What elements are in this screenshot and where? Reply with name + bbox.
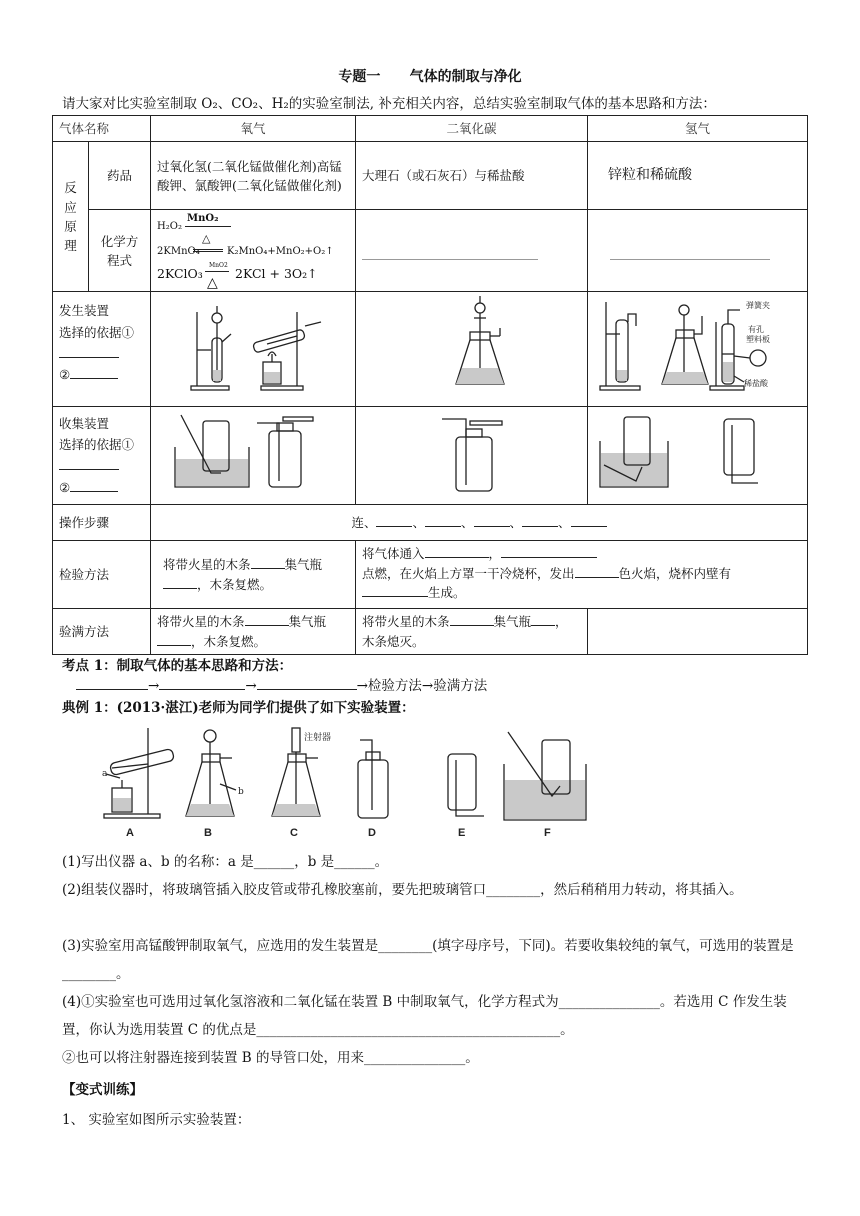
- generator-o2-image: [151, 292, 356, 406]
- eq1-left: H₂O₂: [157, 220, 182, 232]
- collector-o2-image: [151, 406, 356, 504]
- generator-h2-image: [588, 292, 808, 406]
- h2-plate-label-2: 塑料板: [746, 335, 771, 345]
- drugs-h2: 锌粒和稀硫酸: [588, 142, 808, 210]
- intro-text: 请大家对比实验室制取 O₂、CO₂、H₂的实验室制法, 补充相关内容，总结实验室制取气体的基本思路和方法：: [62, 96, 716, 112]
- equation-label: 化学方程式: [89, 210, 151, 292]
- full-o2: 将带火星的木条 集气瓶 ，木条复燃。: [151, 609, 356, 655]
- header-co2: 二氧化碳: [356, 116, 588, 142]
- label-A: A: [126, 827, 134, 839]
- header-gas-name: 气体名称: [53, 116, 151, 142]
- reaction-label-chars: 反 应 原 理: [64, 180, 77, 254]
- bianshi-question-1: 1、 实验室如图所示实验装置：: [62, 1112, 251, 1128]
- test-label: 检验方法: [53, 541, 151, 609]
- drugs-o2: 过氧化氢(二氧化锰做催化剂)高锰酸钾、氯酸钾(二氧化锰做催化剂): [151, 142, 356, 210]
- test-co2-h2: 将气体通入 ， 点燃，在火焰上方罩一干冷烧杯，发出 色火焰，烧杯内壁有 生成。: [356, 541, 808, 609]
- h2-spring-label: 弹簧夹: [746, 301, 771, 311]
- label-F: F: [544, 827, 551, 839]
- eq3-line: [205, 271, 229, 272]
- question-2: (2)组装仪器时，将玻璃管插入胶皮管或带孔橡胶塞前，要先把玻璃管口________，然后稍稍用力转动，将其插入。: [62, 882, 743, 898]
- bianshi-title: 【变式训练】: [62, 1082, 143, 1098]
- equations-co2: [356, 210, 588, 292]
- equations-o2: [151, 210, 356, 292]
- example-title: 典例 1：(2013·湛江)老师为同学们提供了如下实验装置：: [62, 700, 415, 716]
- question-3: (3)实验室用高锰酸钾制取氧气，应选用的发生装置是________(填字母序号，下同)。若要收集较纯的氧气，可选用的装置是________。: [62, 938, 794, 983]
- eq3-heat: △: [207, 274, 218, 291]
- eq3-catalyst: MnO2: [209, 261, 228, 269]
- full-co2: 将带火星的木条 集气瓶 ， 木条熄灭。: [356, 609, 588, 655]
- eq1-catalyst: MnO₂: [187, 212, 219, 224]
- question-5: ②也可以将注射器连接到装置 B 的导管口处，用来_______________。: [62, 1050, 479, 1066]
- label-B: B: [204, 827, 212, 839]
- generator-co2-image: [356, 292, 588, 406]
- syringe-label: 注射器: [304, 733, 332, 743]
- apparatus-figure: [96, 724, 596, 840]
- collector-co2-image: [356, 406, 588, 504]
- header-h2: 氢气: [588, 116, 808, 142]
- eq2-right: K₂MnO₄+MnO₂+O₂↑: [227, 245, 334, 257]
- drugs-co2: 大理石（或石灰石）与稀盐酸: [356, 142, 588, 210]
- test-o2: 将带火星的木条 集气瓶 ，木条复燃。: [151, 541, 356, 609]
- eq2-line: [193, 249, 223, 252]
- header-o2: 氧气: [151, 116, 356, 142]
- eq3-right: 2KCl + 3O₂↑: [235, 265, 318, 281]
- label-D: D: [368, 827, 376, 839]
- kaodian-title: 考点 1：制取气体的基本思路和方法：: [62, 658, 293, 674]
- reaction-principle-label: [53, 142, 89, 292]
- drugs-label: 药品: [89, 142, 151, 210]
- h2-acid-label: 稀盐酸: [744, 379, 769, 389]
- comparison-table: [52, 115, 808, 655]
- eq3-left: 2KClO₃: [157, 265, 203, 281]
- label-E: E: [458, 827, 466, 839]
- page-title: 专题一 气体的制取与净化: [338, 69, 522, 85]
- kaodian-chain: → → →检验方法→验满方法: [76, 674, 487, 694]
- eq2-heat: △: [202, 231, 211, 245]
- full-label: 验满方法: [53, 609, 151, 655]
- label-a: a: [102, 769, 108, 779]
- collector-label: 收集装置 选择的依据① ②: [53, 406, 151, 504]
- label-b: b: [238, 787, 244, 797]
- collector-h2-image: [588, 406, 808, 504]
- question-1: (1)写出仪器 a、b 的名称：a 是______，b 是______。: [62, 854, 389, 870]
- steps-label: 操作步骤: [53, 505, 151, 541]
- equations-h2: [588, 210, 808, 292]
- question-4: (4)①实验室也可选用过氧化氢溶液和二氧化锰在装置 B 中制取氧气，化学方程式为_______________。若选用 C 作发生装置，你认为选用装置 C 的优点是_____________________________________________。: [62, 994, 787, 1039]
- generator-label: 发生装置 选择的依据① ②: [53, 292, 151, 406]
- h2-plate-label-1: 有孔: [748, 325, 765, 335]
- eq2-left: 2KMnO₄: [157, 245, 200, 257]
- full-h2: [588, 609, 808, 655]
- label-C: C: [290, 827, 298, 839]
- steps-content: 连、 、 、 、 、: [151, 505, 808, 541]
- eq1-line: [185, 226, 231, 227]
